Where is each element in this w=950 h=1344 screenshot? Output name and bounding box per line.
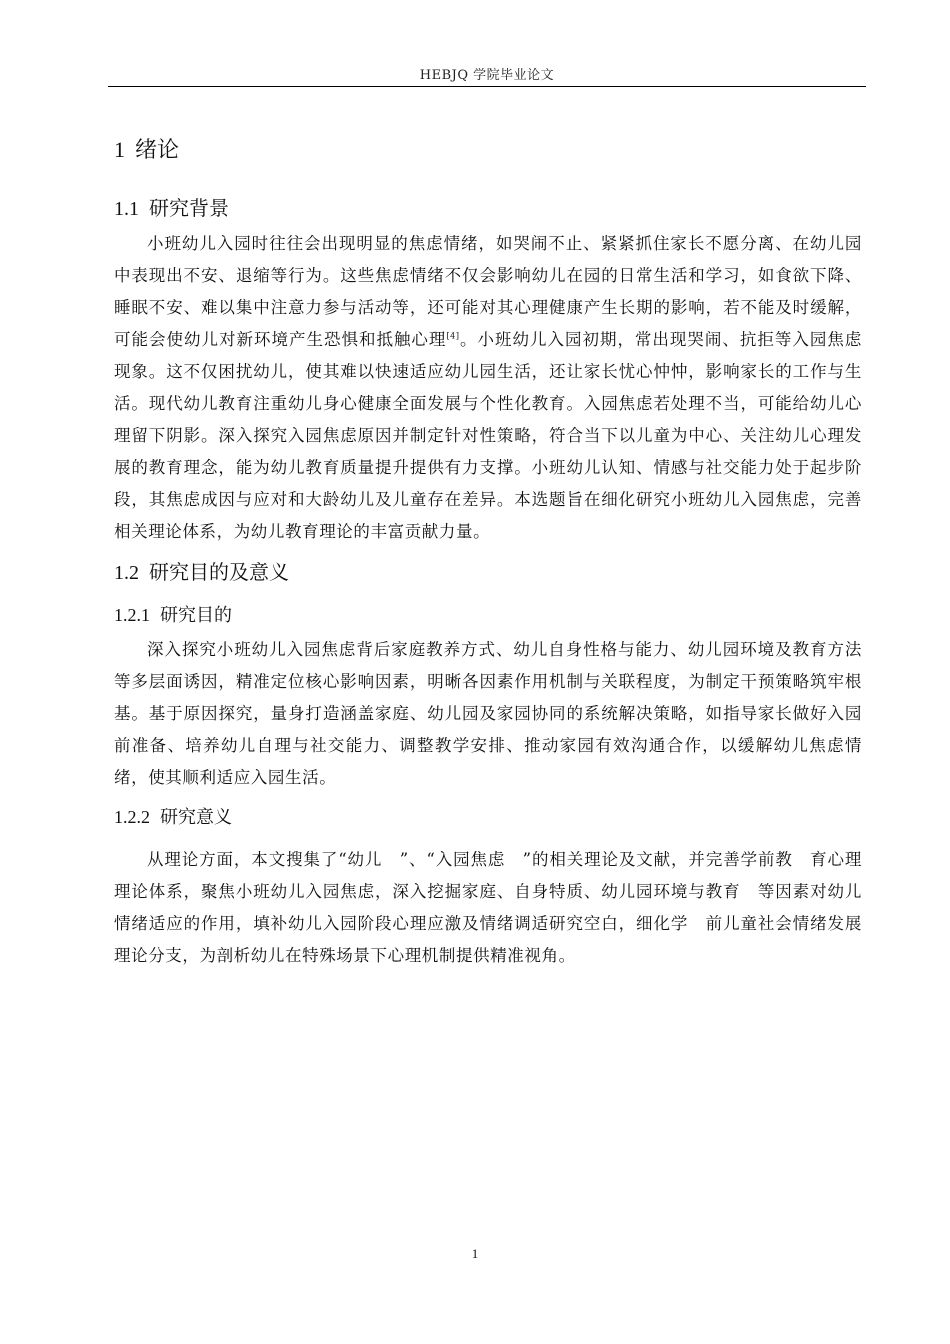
paragraph-significance: 从理论方面，本文搜集了“幼儿 ”、“入园焦虑 ”的相关理论及文献，并完善学前教 育心理理论体系，聚焦小班幼儿入园焦虑，深入挖掘家庭、自身特质、幼儿园环境与教育 等因素对幼儿情绪适应的作用，填补幼儿入园阶段心理应激及情绪调适研究空白，细化学 前儿童社会情绪发展理论分支，为剖析幼儿在特殊场景下心理机制提供精准视角。 xyxy=(114,850,862,965)
subsection-heading-1-2-2 xyxy=(114,798,862,836)
page-number: 1 xyxy=(471,1246,479,1261)
section-number: 1.1 xyxy=(114,198,139,220)
chapter-heading xyxy=(114,130,862,170)
section-number: 1.2 xyxy=(114,562,139,584)
subsection-number: 1.2.2 xyxy=(114,807,150,827)
page-body xyxy=(114,120,862,972)
paragraph-text: 小班幼儿入园时往往会出现明显的焦虑情绪，如哭闹不止、紧紧抓住家长不愿分离、在幼儿园中表现出不安、退缩等行为。这些焦虑情绪不仅会影响幼儿在园的日常生活和学习，如食欲下降、睡眠不安、难以集中注意力参与活动等，还可能对其心理健康产生长期的影响，若不能及时缓解，可能会使幼儿对新环境产生恐惧和抵触心理 xyxy=(114,234,862,349)
running-header: HEBJQ 学院毕业论文 xyxy=(419,68,555,83)
subsection-heading-1-2-1 xyxy=(114,596,862,634)
citation-marker: [4] xyxy=(446,331,460,341)
section-title: 研究背景 xyxy=(149,196,229,220)
chapter-title: 绪论 xyxy=(135,138,180,163)
section-title: 研究目的及意义 xyxy=(149,560,289,584)
chapter-number: 1 xyxy=(114,137,125,162)
section-heading-1-2 xyxy=(114,552,862,592)
paragraph-purpose: 深入探究小班幼儿入园焦虑背后家庭教养方式、幼儿自身性格与能力、幼儿园环境及教育方法等多层面诱因，精准定位核心影响因素，明晰各因素作用机制与关联程度，为制定干预策略筑牢根基。基于原因探究，量身打造涵盖家庭、幼儿园及家园协同的系统解决策略，如指导家长做好入园前准备、培养幼儿自理与社交能力、调整教学安排、推动家园有效沟通合作，以缓解幼儿焦虑情绪，使其顺利适应入园生活。 xyxy=(114,640,862,787)
subsection-title: 研究意义 xyxy=(160,807,232,828)
subsection-number: 1.2.1 xyxy=(114,605,150,625)
paragraph-background xyxy=(114,228,862,548)
section-heading-1-1 xyxy=(114,188,862,228)
paragraph-text: 。小班幼儿入园初期，常出现哭闹、抗拒等入园焦虑现象。这不仅困扰幼儿，使其难以快速适应幼儿园生活，还让家长忧心忡忡，影响家长的工作与生活。现代幼儿教育注重幼儿身心健康全面发展与个性化教育。入园焦虑若处理不当，可能给幼儿心理留下阴影。深入探究入园焦虑原因并制定针对性策略，符合当下以儿童为中心、关注幼儿心理发展的教育理念，能为幼儿教育质量提升提供有力支撑。小班幼儿认知、情感与社交能力处于起步阶段，其焦虑成因与应对和大龄幼儿及儿童存在差异。本选题旨在细化研究小班幼儿入园焦虑，完善相关理论体系，为幼儿教育理论的丰富贡献力量。 xyxy=(114,330,862,541)
header-divider xyxy=(108,86,866,87)
subsection-title: 研究目的 xyxy=(160,605,232,626)
